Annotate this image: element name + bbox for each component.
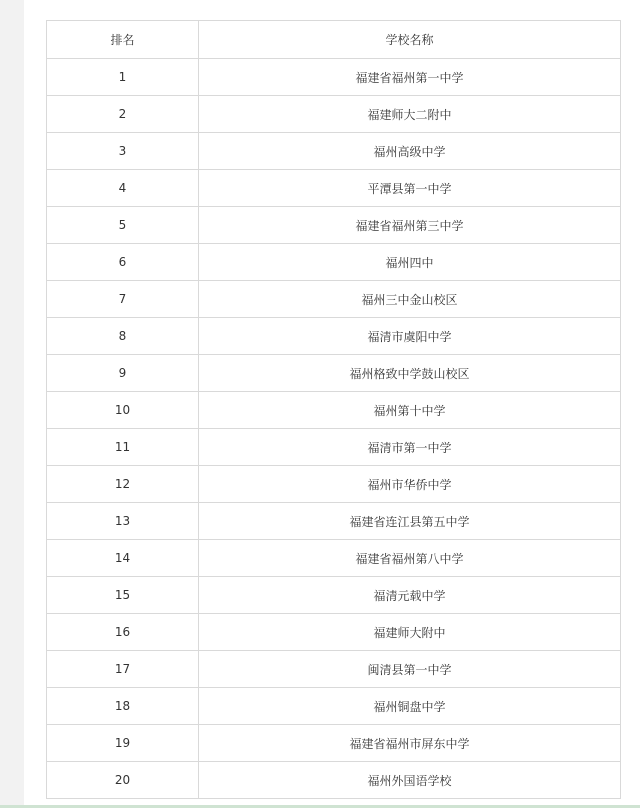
school-cell: 福建师大二附中 [199, 96, 621, 133]
table-row [47, 207, 621, 244]
rank-cell: 2 [47, 96, 199, 133]
school-cell: 福州格致中学鼓山校区 [199, 355, 621, 392]
school-cell: 福州三中金山校区 [199, 281, 621, 318]
school-cell: 福清元载中学 [199, 577, 621, 614]
rank-cell: 9 [47, 355, 199, 392]
rank-cell: 20 [47, 762, 199, 799]
rank-cell: 16 [47, 614, 199, 651]
table-row [47, 170, 621, 207]
school-cell: 福州四中 [199, 244, 621, 281]
rank-cell: 3 [47, 133, 199, 170]
table-body [47, 59, 621, 799]
school-cell: 福州市华侨中学 [199, 466, 621, 503]
table-row [47, 392, 621, 429]
rank-cell: 13 [47, 503, 199, 540]
table-row [47, 688, 621, 725]
rank-cell: 18 [47, 688, 199, 725]
table-row [47, 59, 621, 96]
table-row [47, 614, 621, 651]
rank-cell: 4 [47, 170, 199, 207]
table-row [47, 429, 621, 466]
school-cell: 福州铜盘中学 [199, 688, 621, 725]
table-row [47, 281, 621, 318]
rank-cell: 19 [47, 725, 199, 762]
school-cell: 福建师大附中 [199, 614, 621, 651]
table-row [47, 651, 621, 688]
table-row [47, 318, 621, 355]
table-row [47, 466, 621, 503]
rank-cell: 6 [47, 244, 199, 281]
rank-cell: 12 [47, 466, 199, 503]
rank-cell: 11 [47, 429, 199, 466]
rank-cell: 8 [47, 318, 199, 355]
school-column-header: 学校名称 [199, 21, 621, 59]
school-cell: 福建省福州市屏东中学 [199, 725, 621, 762]
rank-cell: 1 [47, 59, 199, 96]
rank-cell: 5 [47, 207, 199, 244]
table-row [47, 244, 621, 281]
rank-cell: 10 [47, 392, 199, 429]
table-row [47, 577, 621, 614]
school-ranking-table [46, 20, 621, 799]
table-row [47, 762, 621, 799]
table-row [47, 725, 621, 762]
rank-cell: 17 [47, 651, 199, 688]
rank-cell: 15 [47, 577, 199, 614]
school-cell: 闽清县第一中学 [199, 651, 621, 688]
left-margin-strip [0, 0, 24, 808]
table-row [47, 96, 621, 133]
school-cell: 平潭县第一中学 [199, 170, 621, 207]
rank-cell: 14 [47, 540, 199, 577]
school-cell: 福建省连江县第五中学 [199, 503, 621, 540]
school-cell: 福建省福州第一中学 [199, 59, 621, 96]
table-row [47, 540, 621, 577]
school-cell: 福建省福州第三中学 [199, 207, 621, 244]
school-cell: 福州高级中学 [199, 133, 621, 170]
table-row [47, 133, 621, 170]
table-header-row [47, 21, 621, 59]
rank-column-header: 排名 [47, 21, 199, 59]
table-row [47, 503, 621, 540]
school-cell: 福建省福州第八中学 [199, 540, 621, 577]
table-row [47, 355, 621, 392]
rank-cell: 7 [47, 281, 199, 318]
school-cell: 福清市虞阳中学 [199, 318, 621, 355]
school-cell: 福州第十中学 [199, 392, 621, 429]
school-cell: 福清市第一中学 [199, 429, 621, 466]
school-cell: 福州外国语学校 [199, 762, 621, 799]
